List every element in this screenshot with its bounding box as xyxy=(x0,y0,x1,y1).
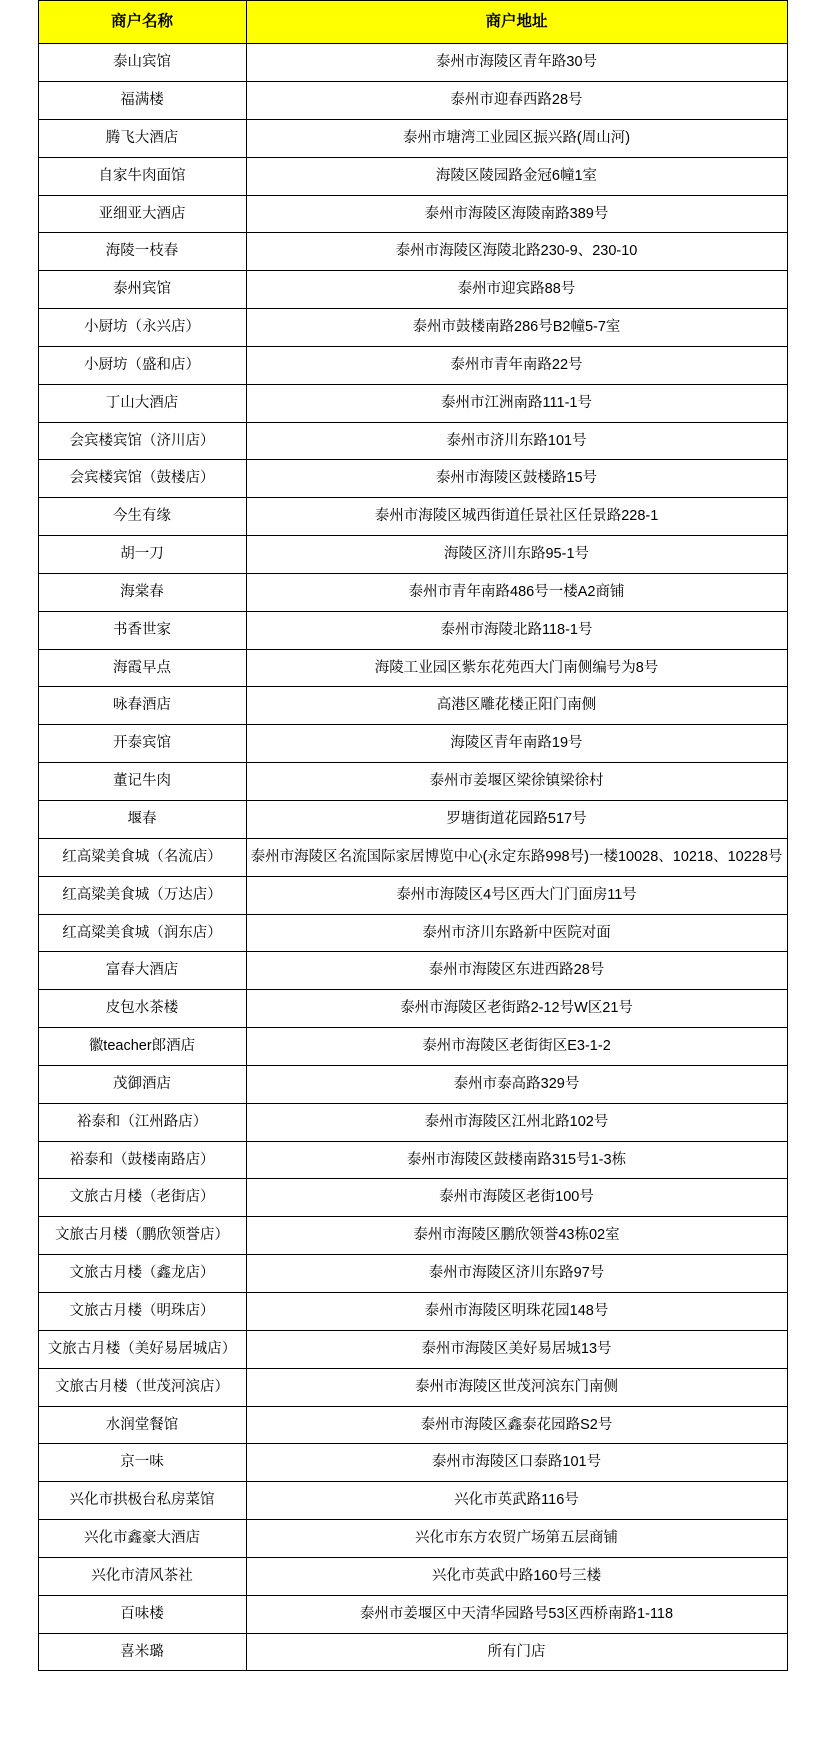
merchant-name-cell: 红高粱美食城（名流店） xyxy=(38,838,246,876)
table-row xyxy=(38,81,787,119)
table-row xyxy=(38,1217,787,1255)
merchant-address-cell: 泰州市泰高路329号 xyxy=(246,1065,787,1103)
merchant-name-cell: 红高粱美食城（万达店） xyxy=(38,876,246,914)
merchant-name-cell: 兴化市清风茶社 xyxy=(38,1557,246,1595)
merchant-name-cell: 小厨坊（永兴店） xyxy=(38,309,246,347)
merchant-address-cell: 海陵区陵园路金冠6幢1室 xyxy=(246,157,787,195)
table-row xyxy=(38,1368,787,1406)
table-row xyxy=(38,573,787,611)
table-row xyxy=(38,1444,787,1482)
merchant-address-cell: 兴化市英武路116号 xyxy=(246,1482,787,1520)
merchant-name-cell: 水润堂餐馆 xyxy=(38,1406,246,1444)
merchant-address-cell: 泰州市鼓楼南路286号B2幢5-7室 xyxy=(246,309,787,347)
merchant-address-cell: 泰州市姜堰区中天清华园路号53区西桥南路1-118 xyxy=(246,1595,787,1633)
table-header-row xyxy=(38,1,787,44)
merchant-address-cell: 泰州市海陵区名流国际家居博览中心(永定东路998号)一楼10028、10218、10228号 xyxy=(246,838,787,876)
merchant-address-cell: 海陵区济川东路95-1号 xyxy=(246,536,787,574)
merchant-name-cell: 泰山宾馆 xyxy=(38,44,246,82)
merchant-address-cell: 兴化市英武中路160号三楼 xyxy=(246,1557,787,1595)
merchant-name-cell: 百味楼 xyxy=(38,1595,246,1633)
merchant-name-cell: 红高粱美食城（润东店） xyxy=(38,914,246,952)
merchant-address-cell: 泰州市海陵区世茂河滨东门南侧 xyxy=(246,1368,787,1406)
table-row xyxy=(38,346,787,384)
table-row xyxy=(38,649,787,687)
table-row xyxy=(38,271,787,309)
merchant-name-cell: 海棠春 xyxy=(38,573,246,611)
merchant-address-cell: 泰州市迎春西路28号 xyxy=(246,81,787,119)
table-row xyxy=(38,725,787,763)
merchant-name-cell: 文旅古月楼（鹏欣领誉店） xyxy=(38,1217,246,1255)
table-row xyxy=(38,687,787,725)
merchant-address-cell: 泰州市塘湾工业园区振兴路(周山河) xyxy=(246,119,787,157)
merchant-address-cell: 泰州市海陵区城西街道任景社区任景路228-1 xyxy=(246,498,787,536)
table-row xyxy=(38,195,787,233)
table-row xyxy=(38,1028,787,1066)
table-row xyxy=(38,157,787,195)
merchant-name-cell: 腾飞大酒店 xyxy=(38,119,246,157)
merchant-address-cell: 泰州市海陵北路118-1号 xyxy=(246,611,787,649)
merchant-name-cell: 皮包水茶楼 xyxy=(38,990,246,1028)
merchant-name-cell: 董记牛肉 xyxy=(38,763,246,801)
merchant-address-cell: 泰州市海陵区美好易居城13号 xyxy=(246,1330,787,1368)
merchant-name-cell: 胡一刀 xyxy=(38,536,246,574)
table-row xyxy=(38,952,787,990)
merchant-address-cell: 泰州市海陵区海陵北路230-9、230-10 xyxy=(246,233,787,271)
column-header-merchant-name: 商户名称 xyxy=(38,1,246,44)
merchant-name-cell: 兴化市鑫豪大酒店 xyxy=(38,1520,246,1558)
table-row xyxy=(38,1633,787,1671)
merchant-address-cell: 泰州市海陵区鹏欣领誉43栋02室 xyxy=(246,1217,787,1255)
table-row xyxy=(38,1065,787,1103)
merchant-address-cell: 泰州市海陵区济川东路97号 xyxy=(246,1255,787,1293)
merchant-address-cell: 泰州市海陵区口泰路101号 xyxy=(246,1444,787,1482)
merchant-name-cell: 海霞早点 xyxy=(38,649,246,687)
merchant-address-cell: 高港区雕花楼正阳门南侧 xyxy=(246,687,787,725)
merchant-name-cell: 徽teacher郎酒店 xyxy=(38,1028,246,1066)
merchant-name-cell: 丁山大酒店 xyxy=(38,384,246,422)
merchant-address-cell: 泰州市青年南路22号 xyxy=(246,346,787,384)
merchant-name-cell: 会宾楼宾馆（济川店） xyxy=(38,422,246,460)
merchant-address-cell: 泰州市海陵区老街街区E3-1-2 xyxy=(246,1028,787,1066)
merchant-address-cell: 泰州市青年南路486号一楼A2商铺 xyxy=(246,573,787,611)
table-row xyxy=(38,422,787,460)
merchant-name-cell: 京一味 xyxy=(38,1444,246,1482)
table-row xyxy=(38,1255,787,1293)
merchant-address-cell: 海陵区青年南路19号 xyxy=(246,725,787,763)
merchant-name-cell: 裕泰和（鼓楼南路店） xyxy=(38,1141,246,1179)
table-row xyxy=(38,1406,787,1444)
merchant-name-cell: 会宾楼宾馆（鼓楼店） xyxy=(38,460,246,498)
table-row xyxy=(38,460,787,498)
merchant-name-cell: 文旅古月楼（世茂河滨店） xyxy=(38,1368,246,1406)
table-row xyxy=(38,1103,787,1141)
table-header xyxy=(38,1,787,44)
merchant-name-cell: 泰州宾馆 xyxy=(38,271,246,309)
table-row xyxy=(38,838,787,876)
table-row xyxy=(38,763,787,801)
merchant-address-cell: 泰州市海陵区江州北路102号 xyxy=(246,1103,787,1141)
merchant-address-cell: 泰州市济川东路101号 xyxy=(246,422,787,460)
merchant-name-cell: 咏春酒店 xyxy=(38,687,246,725)
merchant-address-cell: 泰州市海陵区鑫泰花园路S2号 xyxy=(246,1406,787,1444)
merchant-address-cell: 所有门店 xyxy=(246,1633,787,1671)
merchant-name-cell: 开泰宾馆 xyxy=(38,725,246,763)
merchant-name-cell: 堰春 xyxy=(38,801,246,839)
table-row xyxy=(38,498,787,536)
table-row xyxy=(38,44,787,82)
column-header-merchant-address: 商户地址 xyxy=(246,1,787,44)
table-row xyxy=(38,990,787,1028)
table-row xyxy=(38,309,787,347)
table-row xyxy=(38,611,787,649)
merchant-address-cell: 泰州市海陵区老街路2-12号W区21号 xyxy=(246,990,787,1028)
merchant-name-cell: 自家牛肉面馆 xyxy=(38,157,246,195)
merchant-name-cell: 茂御酒店 xyxy=(38,1065,246,1103)
merchant-address-cell: 泰州市姜堰区梁徐镇梁徐村 xyxy=(246,763,787,801)
merchant-address-cell: 泰州市海陵区海陵南路389号 xyxy=(246,195,787,233)
merchant-name-cell: 亚细亚大酒店 xyxy=(38,195,246,233)
merchant-address-cell: 泰州市海陵区鼓楼路15号 xyxy=(246,460,787,498)
merchant-name-cell: 小厨坊（盛和店） xyxy=(38,346,246,384)
merchant-name-cell: 兴化市拱极台私房菜馆 xyxy=(38,1482,246,1520)
table-row xyxy=(38,536,787,574)
table-row xyxy=(38,233,787,271)
merchant-address-cell: 泰州市海陵区老街100号 xyxy=(246,1179,787,1217)
merchant-table xyxy=(38,0,788,1671)
merchant-address-cell: 泰州市海陵区青年路30号 xyxy=(246,44,787,82)
merchant-address-cell: 泰州市迎宾路88号 xyxy=(246,271,787,309)
table-row xyxy=(38,801,787,839)
merchant-address-cell: 泰州市海陵区鼓楼南路315号1-3栋 xyxy=(246,1141,787,1179)
merchant-name-cell: 喜米璐 xyxy=(38,1633,246,1671)
merchant-name-cell: 海陵一枝春 xyxy=(38,233,246,271)
merchant-name-cell: 今生有缘 xyxy=(38,498,246,536)
table-row xyxy=(38,1141,787,1179)
merchant-address-cell: 海陵工业园区紫东花苑西大门南侧编号为8号 xyxy=(246,649,787,687)
merchant-name-cell: 文旅古月楼（美好易居城店） xyxy=(38,1330,246,1368)
table-row xyxy=(38,1292,787,1330)
table-row xyxy=(38,1520,787,1558)
table-row xyxy=(38,1557,787,1595)
merchant-name-cell: 文旅古月楼（明珠店） xyxy=(38,1292,246,1330)
merchant-address-cell: 罗塘街道花园路517号 xyxy=(246,801,787,839)
merchant-name-cell: 文旅古月楼（鑫龙店） xyxy=(38,1255,246,1293)
merchant-address-cell: 兴化市东方农贸广场第五层商铺 xyxy=(246,1520,787,1558)
table-row xyxy=(38,1179,787,1217)
table-body xyxy=(38,44,787,1671)
table-row xyxy=(38,119,787,157)
table-row xyxy=(38,876,787,914)
merchant-name-cell: 裕泰和（江州路店） xyxy=(38,1103,246,1141)
merchant-address-cell: 泰州市江洲南路111-1号 xyxy=(246,384,787,422)
table-row xyxy=(38,914,787,952)
merchant-name-cell: 福满楼 xyxy=(38,81,246,119)
merchant-name-cell: 文旅古月楼（老街店） xyxy=(38,1179,246,1217)
table-row xyxy=(38,384,787,422)
merchant-name-cell: 富春大酒店 xyxy=(38,952,246,990)
merchant-address-cell: 泰州市济川东路新中医院对面 xyxy=(246,914,787,952)
table-row xyxy=(38,1330,787,1368)
merchant-name-cell: 书香世家 xyxy=(38,611,246,649)
merchant-address-cell: 泰州市海陵区明珠花园148号 xyxy=(246,1292,787,1330)
table-row xyxy=(38,1482,787,1520)
merchant-address-cell: 泰州市海陵区东进西路28号 xyxy=(246,952,787,990)
table-row xyxy=(38,1595,787,1633)
merchant-address-cell: 泰州市海陵区4号区西大门门面房11号 xyxy=(246,876,787,914)
